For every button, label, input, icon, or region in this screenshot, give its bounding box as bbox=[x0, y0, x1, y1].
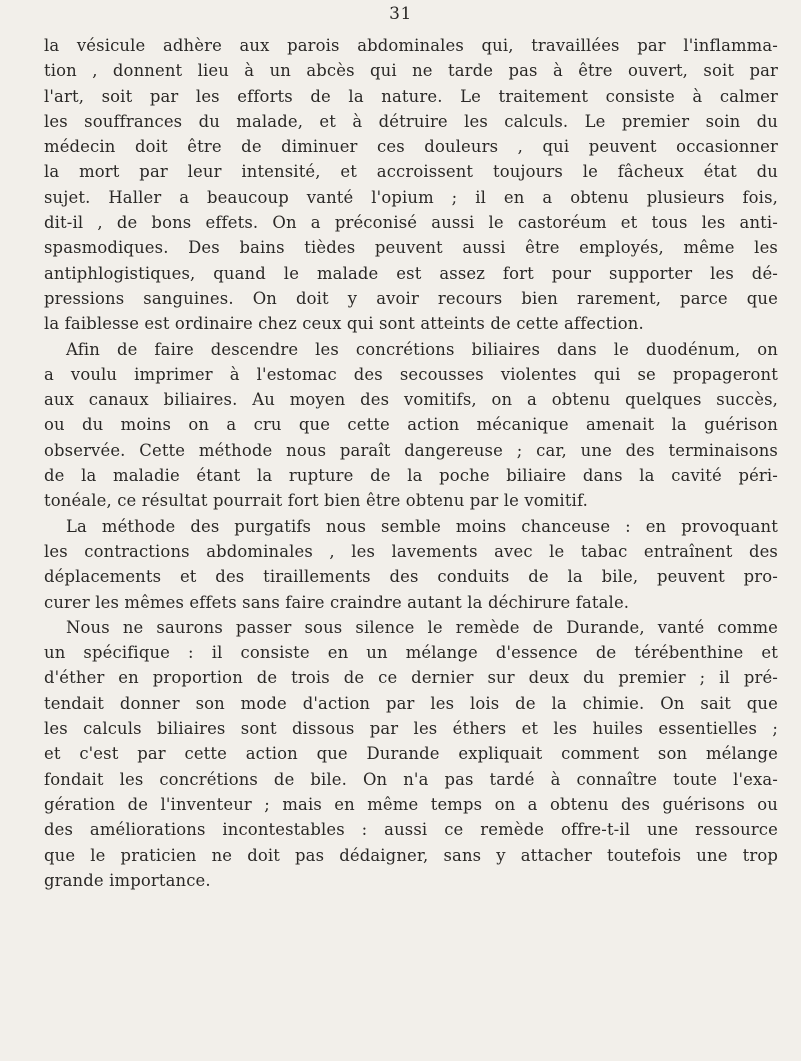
text-line: et c'est par cette action que Durande expliquait comment son mélange bbox=[44, 744, 778, 764]
text-line: les calculs biliaires sont dissous par les éthers et les huiles essentielles ; bbox=[44, 719, 778, 739]
text-line: curer les mêmes effets sans faire craindre autant la déchirure fatale. bbox=[44, 592, 630, 612]
text-line: La méthode des purgatifs nous semble moins chanceuse : en provoquant bbox=[66, 516, 778, 536]
text-line: tion , donnent lieu à un abcès qui ne tarde pas à être ouvert, soit par bbox=[44, 61, 778, 81]
text-line: ou du moins on a cru que cette action mécanique amenait la guérison bbox=[44, 415, 778, 435]
text-line: gération de l'inventeur ; mais en même temps on a obtenu des guérisons ou bbox=[44, 794, 778, 814]
text-line: la mort par leur intensité, et accroissent toujours le fâcheux état du bbox=[44, 162, 778, 182]
body-text bbox=[44, 33, 778, 893]
text-line: la vésicule adhère aux parois abdominales qui, travaillées par l'inflamma- bbox=[44, 36, 778, 55]
text-line: fondait les concrétions de bile. On n'a pas tardé à connaître toute l'exa- bbox=[44, 769, 778, 789]
text-line: spasmodiques. Des bains tièdes peuvent aussi être employés, même les bbox=[44, 238, 778, 258]
text-line: Afin de faire descendre les concrétions biliaires dans le duodénum, on bbox=[66, 339, 778, 359]
text-line: grande importance. bbox=[44, 870, 211, 890]
text-line: que le praticien ne doit pas dédaigner, sans y attacher toutefois une trop bbox=[44, 845, 778, 865]
text-line: aux canaux biliaires. Au moyen des vomitifs, on a obtenu quelques succès, bbox=[44, 390, 778, 410]
text-line: les souffrances du malade, et à détruire les calculs. Le premier soin du bbox=[44, 111, 778, 131]
text-line: des améliorations incontestables : aussi ce remède offre-t-il une ressource bbox=[44, 820, 778, 840]
text-line: les contractions abdominales , les lavements avec le tabac entraînent des bbox=[44, 541, 778, 561]
text-line: sujet. Haller a beaucoup vanté l'opium ; il en a obtenu plusieurs fois, bbox=[44, 187, 778, 207]
text-line: tendait donner son mode d'action par les lois de la chimie. On sait que bbox=[44, 693, 778, 713]
text-line: médecin doit être de diminuer ces douleurs , qui peuvent occasionner bbox=[44, 137, 778, 157]
text-line: déplacements et des tiraillements des conduits de la bile, peuvent pro- bbox=[44, 567, 778, 587]
page-number: 31 bbox=[389, 4, 412, 24]
text-line: observée. Cette méthode nous paraît dangereuse ; car, une des terminaisons bbox=[44, 440, 778, 460]
text-line: tonéale, ce résultat pourrait fort bien être obtenu par le vomitif. bbox=[44, 491, 588, 511]
text-line: de la maladie étant la rupture de la poche biliaire dans la cavité péri- bbox=[44, 466, 778, 486]
text-line: un spécifique : il consiste en un mélange d'essence de térébenthine et bbox=[44, 643, 778, 663]
text-line: la faiblesse est ordinaire chez ceux qui sont atteints de cette affection. bbox=[44, 314, 644, 334]
text-line: l'art, soit par les efforts de la nature. Le traitement consiste à calmer bbox=[44, 86, 778, 106]
text-line: pressions sanguines. On doit y avoir recours bien rarement, parce que bbox=[44, 288, 778, 308]
text-line: dit-il , de bons effets. On a préconisé aussi le castoréum et tous les anti- bbox=[44, 213, 778, 233]
text-line: antiphlogistiques, quand le malade est assez fort pour supporter les dé- bbox=[44, 263, 778, 283]
text-line: Nous ne saurons passer sous silence le remède de Durande, vanté comme bbox=[66, 617, 778, 637]
text-line: a voulu imprimer à l'estomac des secousses violentes qui se propageront bbox=[44, 364, 778, 384]
text-line: d'éther en proportion de trois de ce dernier sur deux du premier ; il pré- bbox=[44, 668, 778, 688]
